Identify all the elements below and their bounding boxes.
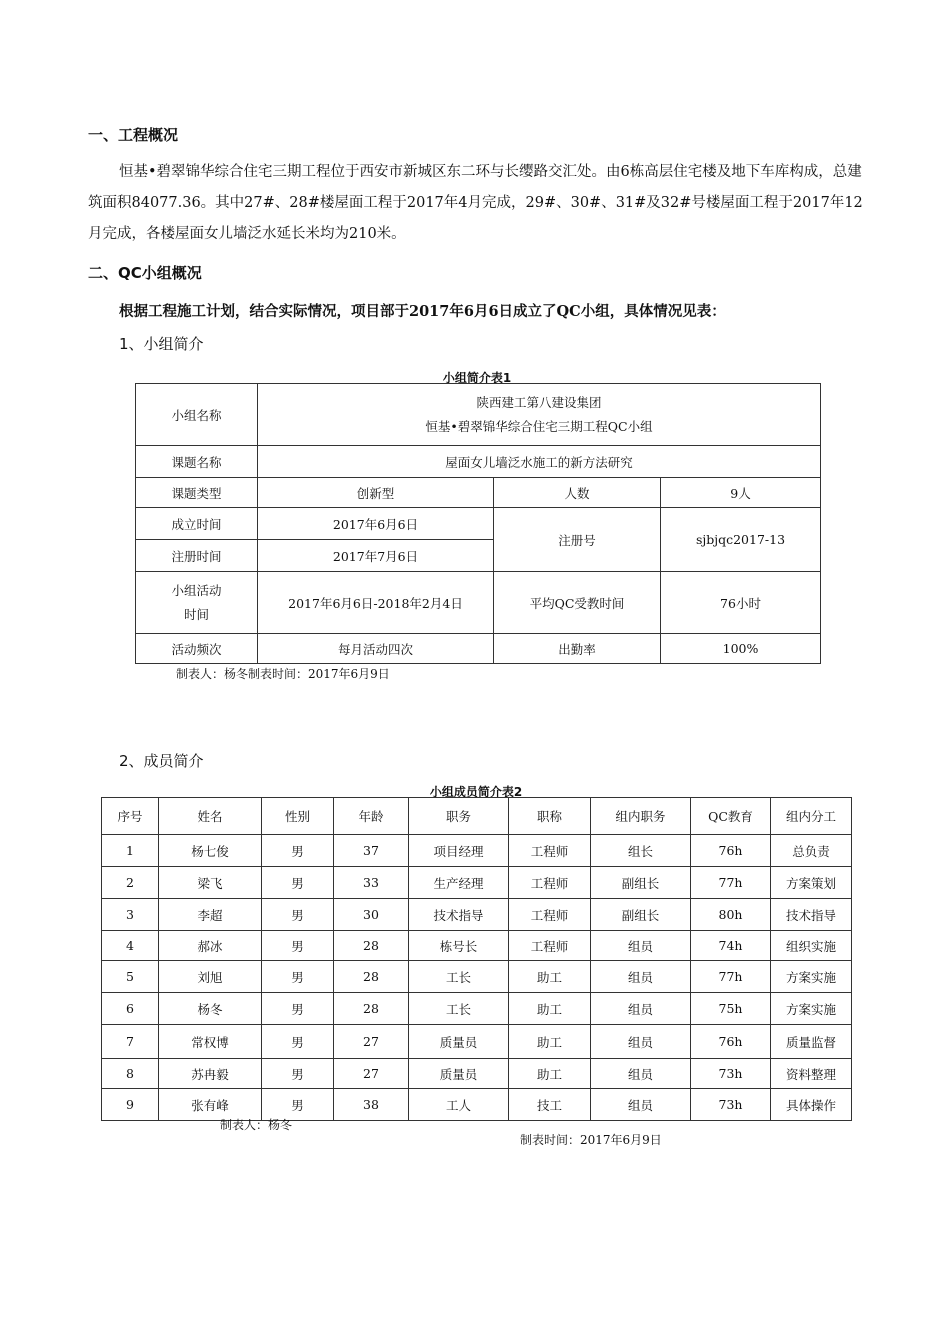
table-cell: 工长: [409, 993, 509, 1025]
activity-time-label: [136, 572, 258, 634]
table-cell: 27: [334, 1059, 409, 1089]
reg-no-value: sjbjqc2017-13: [661, 508, 821, 572]
table-cell: 苏冉毅: [159, 1059, 262, 1089]
table-cell: 77h: [691, 867, 771, 899]
table-cell: 助工: [509, 1059, 591, 1089]
table1-caption: 小组简介表1: [442, 371, 512, 385]
table-row: [102, 993, 852, 1025]
table-cell: 刘旭: [159, 961, 262, 993]
section1-body: 恒基•碧翠锦华综合住宅三期工程位于西安市新城区东二环与长缨路交汇处。由6栋高层住宅楼及地下车库构成，总建筑面积84077.36。其中27#、28#楼屋面工程于2017年4月完成，29#、30#、31#及32#号楼屋面工程于2017年12月完成，各楼屋面女儿墙泛水延长米均为210米。: [88, 164, 863, 242]
members-label: 人数: [494, 478, 661, 508]
header-cell: 序号: [102, 798, 159, 835]
members-value: 9人: [661, 478, 821, 508]
header-cell: 职称: [509, 798, 591, 835]
table-cell: 组员: [591, 1089, 691, 1121]
header-cell: 职务: [409, 798, 509, 835]
reg-time-label: 注册时间: [136, 540, 258, 572]
frequency-label: 活动频次: [136, 634, 258, 664]
table-cell: 1: [102, 835, 159, 867]
table2-footer-time: 制表时间：2017年6月9日: [520, 1133, 662, 1147]
table-cell: 27: [334, 1025, 409, 1059]
section2-heading: 二、QC小组概况: [88, 264, 202, 282]
section2-intro: 根据工程施工计划，结合实际情况，项目部于2017年6月6日成立了QC小组，具体情况见表：: [119, 303, 726, 320]
table-row: [102, 1025, 852, 1059]
table-cell: 具体操作: [771, 1089, 852, 1121]
group-name-label: 小组名称: [136, 384, 258, 446]
table-cell: 73h: [691, 1089, 771, 1121]
table-cell: 28: [334, 993, 409, 1025]
table-cell: 男: [262, 1025, 334, 1059]
table-cell: 工长: [409, 961, 509, 993]
header-cell: 年龄: [334, 798, 409, 835]
table-cell: 38: [334, 1089, 409, 1121]
table-cell: 3: [102, 899, 159, 931]
table-cell: 组员: [591, 993, 691, 1025]
founded-label: 成立时间: [136, 508, 258, 540]
group-info-table: [135, 383, 821, 664]
table-row: [102, 1059, 852, 1089]
table-cell: 助工: [509, 1025, 591, 1059]
subheading-members: 2、成员简介: [119, 752, 204, 770]
table-cell: 7: [102, 1025, 159, 1059]
table-cell: 37: [334, 835, 409, 867]
table-cell: 技术指导: [771, 899, 852, 931]
attendance-value: 100%: [661, 634, 821, 664]
table-cell: 质量员: [409, 1025, 509, 1059]
table-cell: 男: [262, 961, 334, 993]
activity-label-line1: 小组活动: [171, 582, 222, 598]
table-cell: 梁飞: [159, 867, 262, 899]
table-cell: 74h: [691, 931, 771, 961]
table-cell: 76h: [691, 1025, 771, 1059]
table-cell: 6: [102, 993, 159, 1025]
table-cell: 栋号长: [409, 931, 509, 961]
members-header-row: [102, 798, 852, 835]
table-cell: 技工: [509, 1089, 591, 1121]
topic-type-value: 创新型: [258, 478, 494, 508]
table-row: [102, 835, 852, 867]
group-name-line1: 陕西建工第八建设集团: [476, 394, 602, 410]
table-row: [102, 931, 852, 961]
members-table-body: [102, 835, 852, 1121]
table-cell: 副组长: [591, 899, 691, 931]
table-cell: 8: [102, 1059, 159, 1089]
table-cell: 资料整理: [771, 1059, 852, 1089]
founded-value: 2017年6月6日: [258, 508, 494, 540]
table-cell: 质量员: [409, 1059, 509, 1089]
table-cell: 9: [102, 1089, 159, 1121]
topic-name-value: 屋面女儿墙泛水施工的新方法研究: [258, 446, 821, 478]
attendance-label: 出勤率: [494, 634, 661, 664]
table1-footer: 制表人：杨冬制表时间：2017年6月9日: [176, 667, 390, 681]
activity-label-line2: 时间: [183, 606, 209, 622]
table-cell: 5: [102, 961, 159, 993]
table-cell: 男: [262, 993, 334, 1025]
table-cell: 生产经理: [409, 867, 509, 899]
table2-footer-maker: 制表人：杨冬: [220, 1118, 293, 1132]
table-cell: 组员: [591, 961, 691, 993]
header-cell: 性别: [262, 798, 334, 835]
header-cell: 姓名: [159, 798, 262, 835]
table-cell: 工程师: [509, 867, 591, 899]
table-cell: 常权博: [159, 1025, 262, 1059]
table-cell: 张有峰: [159, 1089, 262, 1121]
reg-no-label: 注册号: [494, 508, 661, 572]
table-cell: 男: [262, 1059, 334, 1089]
table-cell: 助工: [509, 961, 591, 993]
table-cell: 李超: [159, 899, 262, 931]
table-cell: 方案策划: [771, 867, 852, 899]
table-cell: 组长: [591, 835, 691, 867]
table-cell: 76h: [691, 835, 771, 867]
header-cell: 组内分工: [771, 798, 852, 835]
table-cell: 组员: [591, 1025, 691, 1059]
table-cell: 33: [334, 867, 409, 899]
table-cell: 方案实施: [771, 961, 852, 993]
reg-time-value: 2017年7月6日: [258, 540, 494, 572]
table-cell: 组员: [591, 1059, 691, 1089]
members-table: [101, 797, 852, 1121]
table-cell: 工程师: [509, 835, 591, 867]
table-cell: 工人: [409, 1089, 509, 1121]
table-cell: 28: [334, 931, 409, 961]
table-cell: 方案实施: [771, 993, 852, 1025]
activity-time-value: 2017年6月6日-2018年2月4日: [258, 572, 494, 634]
table-cell: 男: [262, 1089, 334, 1121]
table2-caption: 小组成员简介表2: [429, 785, 523, 799]
subheading-group-intro: 1、小组简介: [119, 335, 204, 353]
group-name-line2: 恒基•碧翠锦华综合住宅三期工程QC小组: [425, 418, 653, 434]
table-cell: 男: [262, 899, 334, 931]
table-cell: 助工: [509, 993, 591, 1025]
table-cell: 郝冰: [159, 931, 262, 961]
table-cell: 工程师: [509, 931, 591, 961]
table-cell: 工程师: [509, 899, 591, 931]
table-row: [102, 1089, 852, 1121]
table-cell: 副组长: [591, 867, 691, 899]
table-cell: 质量监督: [771, 1025, 852, 1059]
group-name-value: [258, 384, 821, 446]
section1-heading: 一、工程概况: [88, 126, 179, 144]
table-row: [102, 961, 852, 993]
table-cell: 28: [334, 961, 409, 993]
table-cell: 80h: [691, 899, 771, 931]
table-cell: 73h: [691, 1059, 771, 1089]
topic-name-label: 课题名称: [136, 446, 258, 478]
avg-edu-label: 平均QC受教时间: [494, 572, 661, 634]
table-cell: 杨七俊: [159, 835, 262, 867]
table-cell: 男: [262, 931, 334, 961]
table-cell: 杨冬: [159, 993, 262, 1025]
table-cell: 项目经理: [409, 835, 509, 867]
avg-edu-value: 76小时: [661, 572, 821, 634]
table-row: [102, 899, 852, 931]
frequency-value: 每月活动四次: [258, 634, 494, 664]
table-cell: 男: [262, 835, 334, 867]
table-cell: 77h: [691, 961, 771, 993]
table-cell: 男: [262, 867, 334, 899]
table-cell: 总负责: [771, 835, 852, 867]
table-cell: 30: [334, 899, 409, 931]
table-cell: 2: [102, 867, 159, 899]
table-cell: 组织实施: [771, 931, 852, 961]
table-row: [102, 867, 852, 899]
table-cell: 4: [102, 931, 159, 961]
topic-type-label: 课题类型: [136, 478, 258, 508]
header-cell: QC教育: [691, 798, 771, 835]
table-cell: 组员: [591, 931, 691, 961]
table-cell: 75h: [691, 993, 771, 1025]
table-cell: 技术指导: [409, 899, 509, 931]
header-cell: 组内职务: [591, 798, 691, 835]
